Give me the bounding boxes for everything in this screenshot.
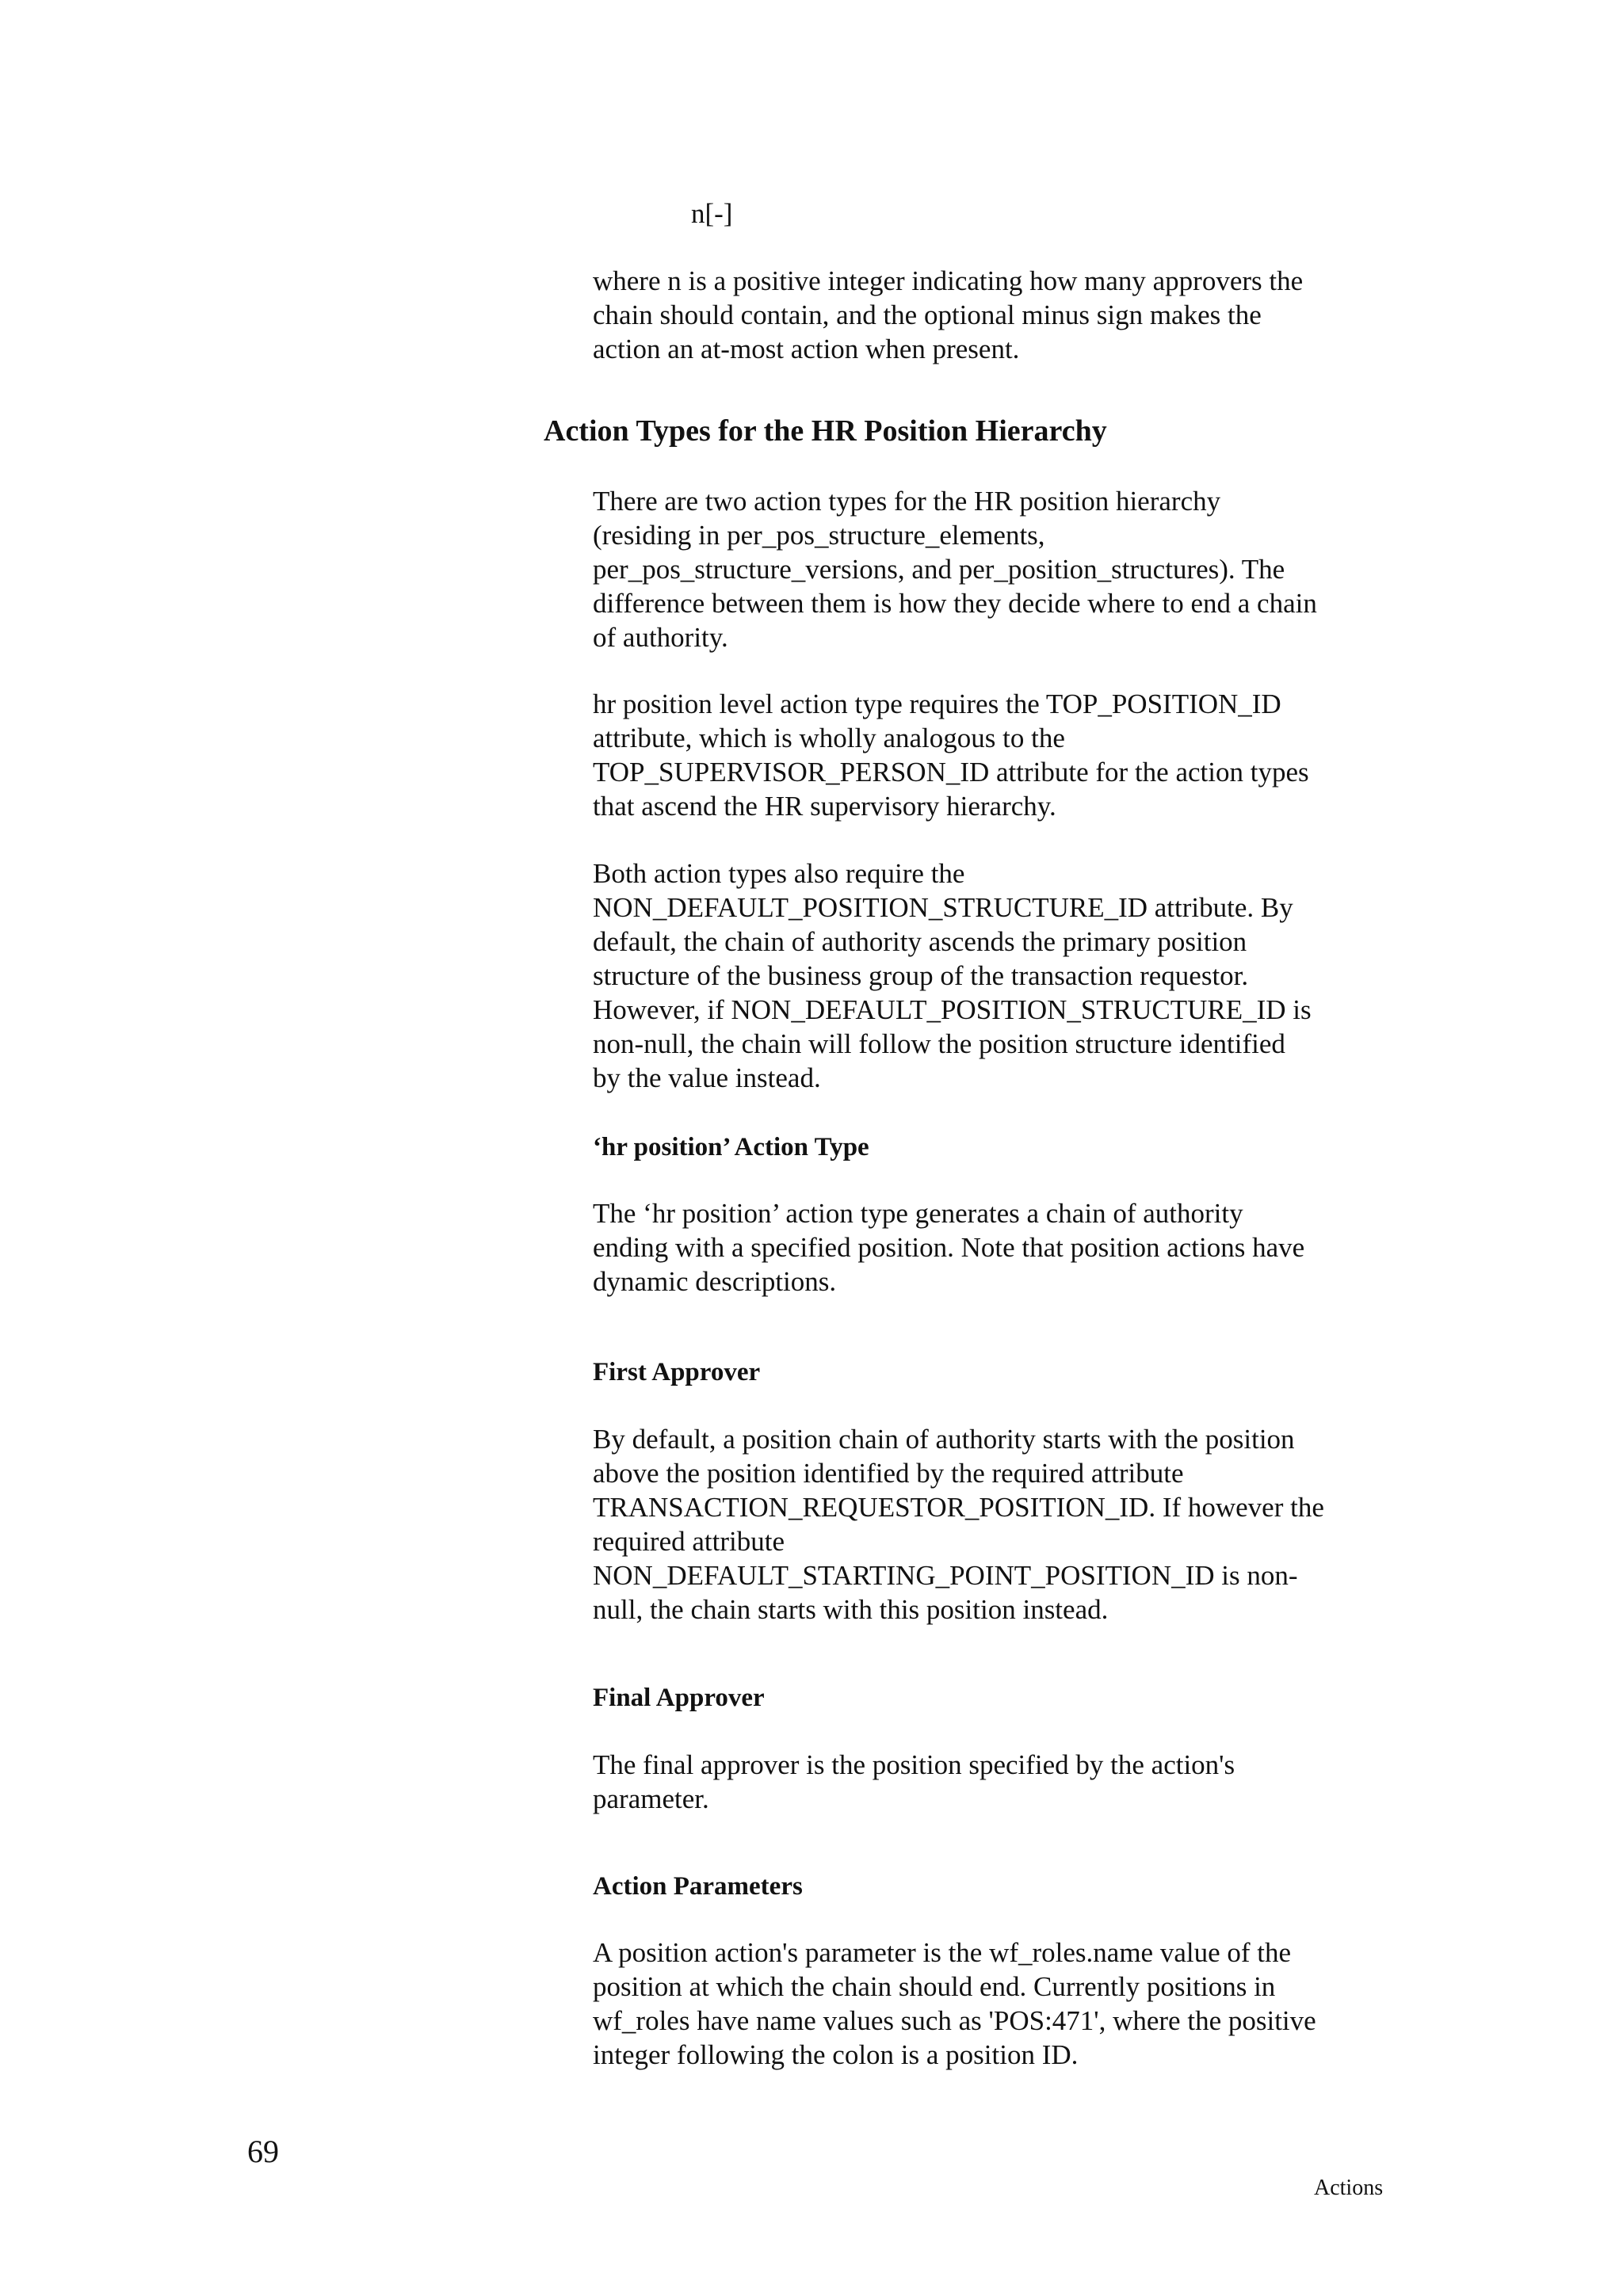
paragraph-line: required attribute: [593, 1526, 785, 1557]
paragraph-line: above the position identified by the required attribute: [593, 1458, 1184, 1489]
paragraph-line: A position action's parameter is the wf_roles.name value of the: [593, 1937, 1292, 1968]
paragraph-line: difference between them is how they decide where to end a chain: [593, 588, 1317, 619]
section-paragraph-2: [593, 687, 1401, 823]
section-paragraph-3: [593, 856, 1401, 1095]
paragraph-line: action an at-most action when present.: [593, 334, 1020, 364]
paragraph-line: NON_DEFAULT_STARTING_POINT_POSITION_ID is non-: [593, 1560, 1298, 1591]
page-number: 69: [247, 2134, 279, 2169]
hr-position-paragraph: [593, 1196, 1401, 1299]
paragraph-line: attribute, which is wholly analogous to the: [593, 723, 1065, 753]
paragraph-line: chain should contain, and the optional minus sign makes the: [593, 299, 1262, 330]
section-paragraph-1: [593, 484, 1401, 654]
paragraph-line: TRANSACTION_REQUESTOR_POSITION_ID. If however the: [593, 1492, 1324, 1523]
subsection-heading-action-parameters: Action Parameters: [593, 1872, 803, 1901]
subsection-heading-final-approver: Final Approver: [593, 1684, 765, 1712]
intro-paragraph: [593, 264, 1401, 366]
paragraph-line: position at which the chain should end. Currently positions in: [593, 1971, 1276, 2002]
paragraph-line: structure of the business group of the transaction requestor.: [593, 960, 1249, 991]
paragraph-line: parameter.: [593, 1783, 709, 1814]
paragraph-line: integer following the colon is a position ID.: [593, 2039, 1079, 2070]
paragraph-line: where n is a positive integer indicating how many approvers the: [593, 265, 1304, 296]
paragraph-line: Both action types also require the: [593, 858, 965, 889]
action-parameters-paragraph: [593, 1936, 1401, 2072]
paragraph-line: ending with a specified position. Note that position actions have: [593, 1232, 1305, 1263]
formula: n[-]: [691, 198, 733, 229]
final-approver-paragraph: [593, 1748, 1401, 1816]
paragraph-line: non-null, the chain will follow the position structure identified: [593, 1028, 1285, 1059]
paragraph-line: However, if NON_DEFAULT_POSITION_STRUCTURE_ID is: [593, 994, 1312, 1025]
paragraph-line: (residing in per_pos_structure_elements,: [593, 520, 1045, 551]
paragraph-line: The ‘hr position’ action type generates a chain of authority: [593, 1198, 1243, 1229]
paragraph-line: By default, a position chain of authority starts with the position: [593, 1424, 1295, 1455]
running-footer: Actions: [1314, 2176, 1384, 2200]
paragraph-line: null, the chain starts with this position instead.: [593, 1594, 1109, 1625]
paragraph-line: wf_roles have name values such as 'POS:471', where the positive: [593, 2005, 1316, 2036]
section-heading: Action Types for the HR Position Hierarchy: [544, 414, 1107, 448]
paragraph-line: hr position level action type requires the TOP_POSITION_ID: [593, 688, 1281, 719]
paragraph-line: per_pos_structure_versions, and per_position_structures). The: [593, 554, 1285, 585]
first-approver-paragraph: [593, 1422, 1401, 1627]
subsection-heading-hr-position: ‘hr position’ Action Type: [593, 1133, 869, 1161]
subsection-heading-first-approver: First Approver: [593, 1358, 761, 1386]
paragraph-line: by the value instead.: [593, 1062, 821, 1093]
paragraph-line: default, the chain of authority ascends the primary position: [593, 926, 1247, 957]
paragraph-line: TOP_SUPERVISOR_PERSON_ID attribute for the action types: [593, 757, 1309, 788]
paragraph-line: that ascend the HR supervisory hierarchy.: [593, 791, 1056, 822]
paragraph-line: The final approver is the position specified by the action's: [593, 1749, 1235, 1780]
paragraph-line: dynamic descriptions.: [593, 1266, 837, 1297]
paragraph-line: NON_DEFAULT_POSITION_STRUCTURE_ID attribute. By: [593, 892, 1293, 923]
paragraph-line: of authority.: [593, 622, 728, 653]
paragraph-line: There are two action types for the HR position hierarchy: [593, 486, 1221, 517]
